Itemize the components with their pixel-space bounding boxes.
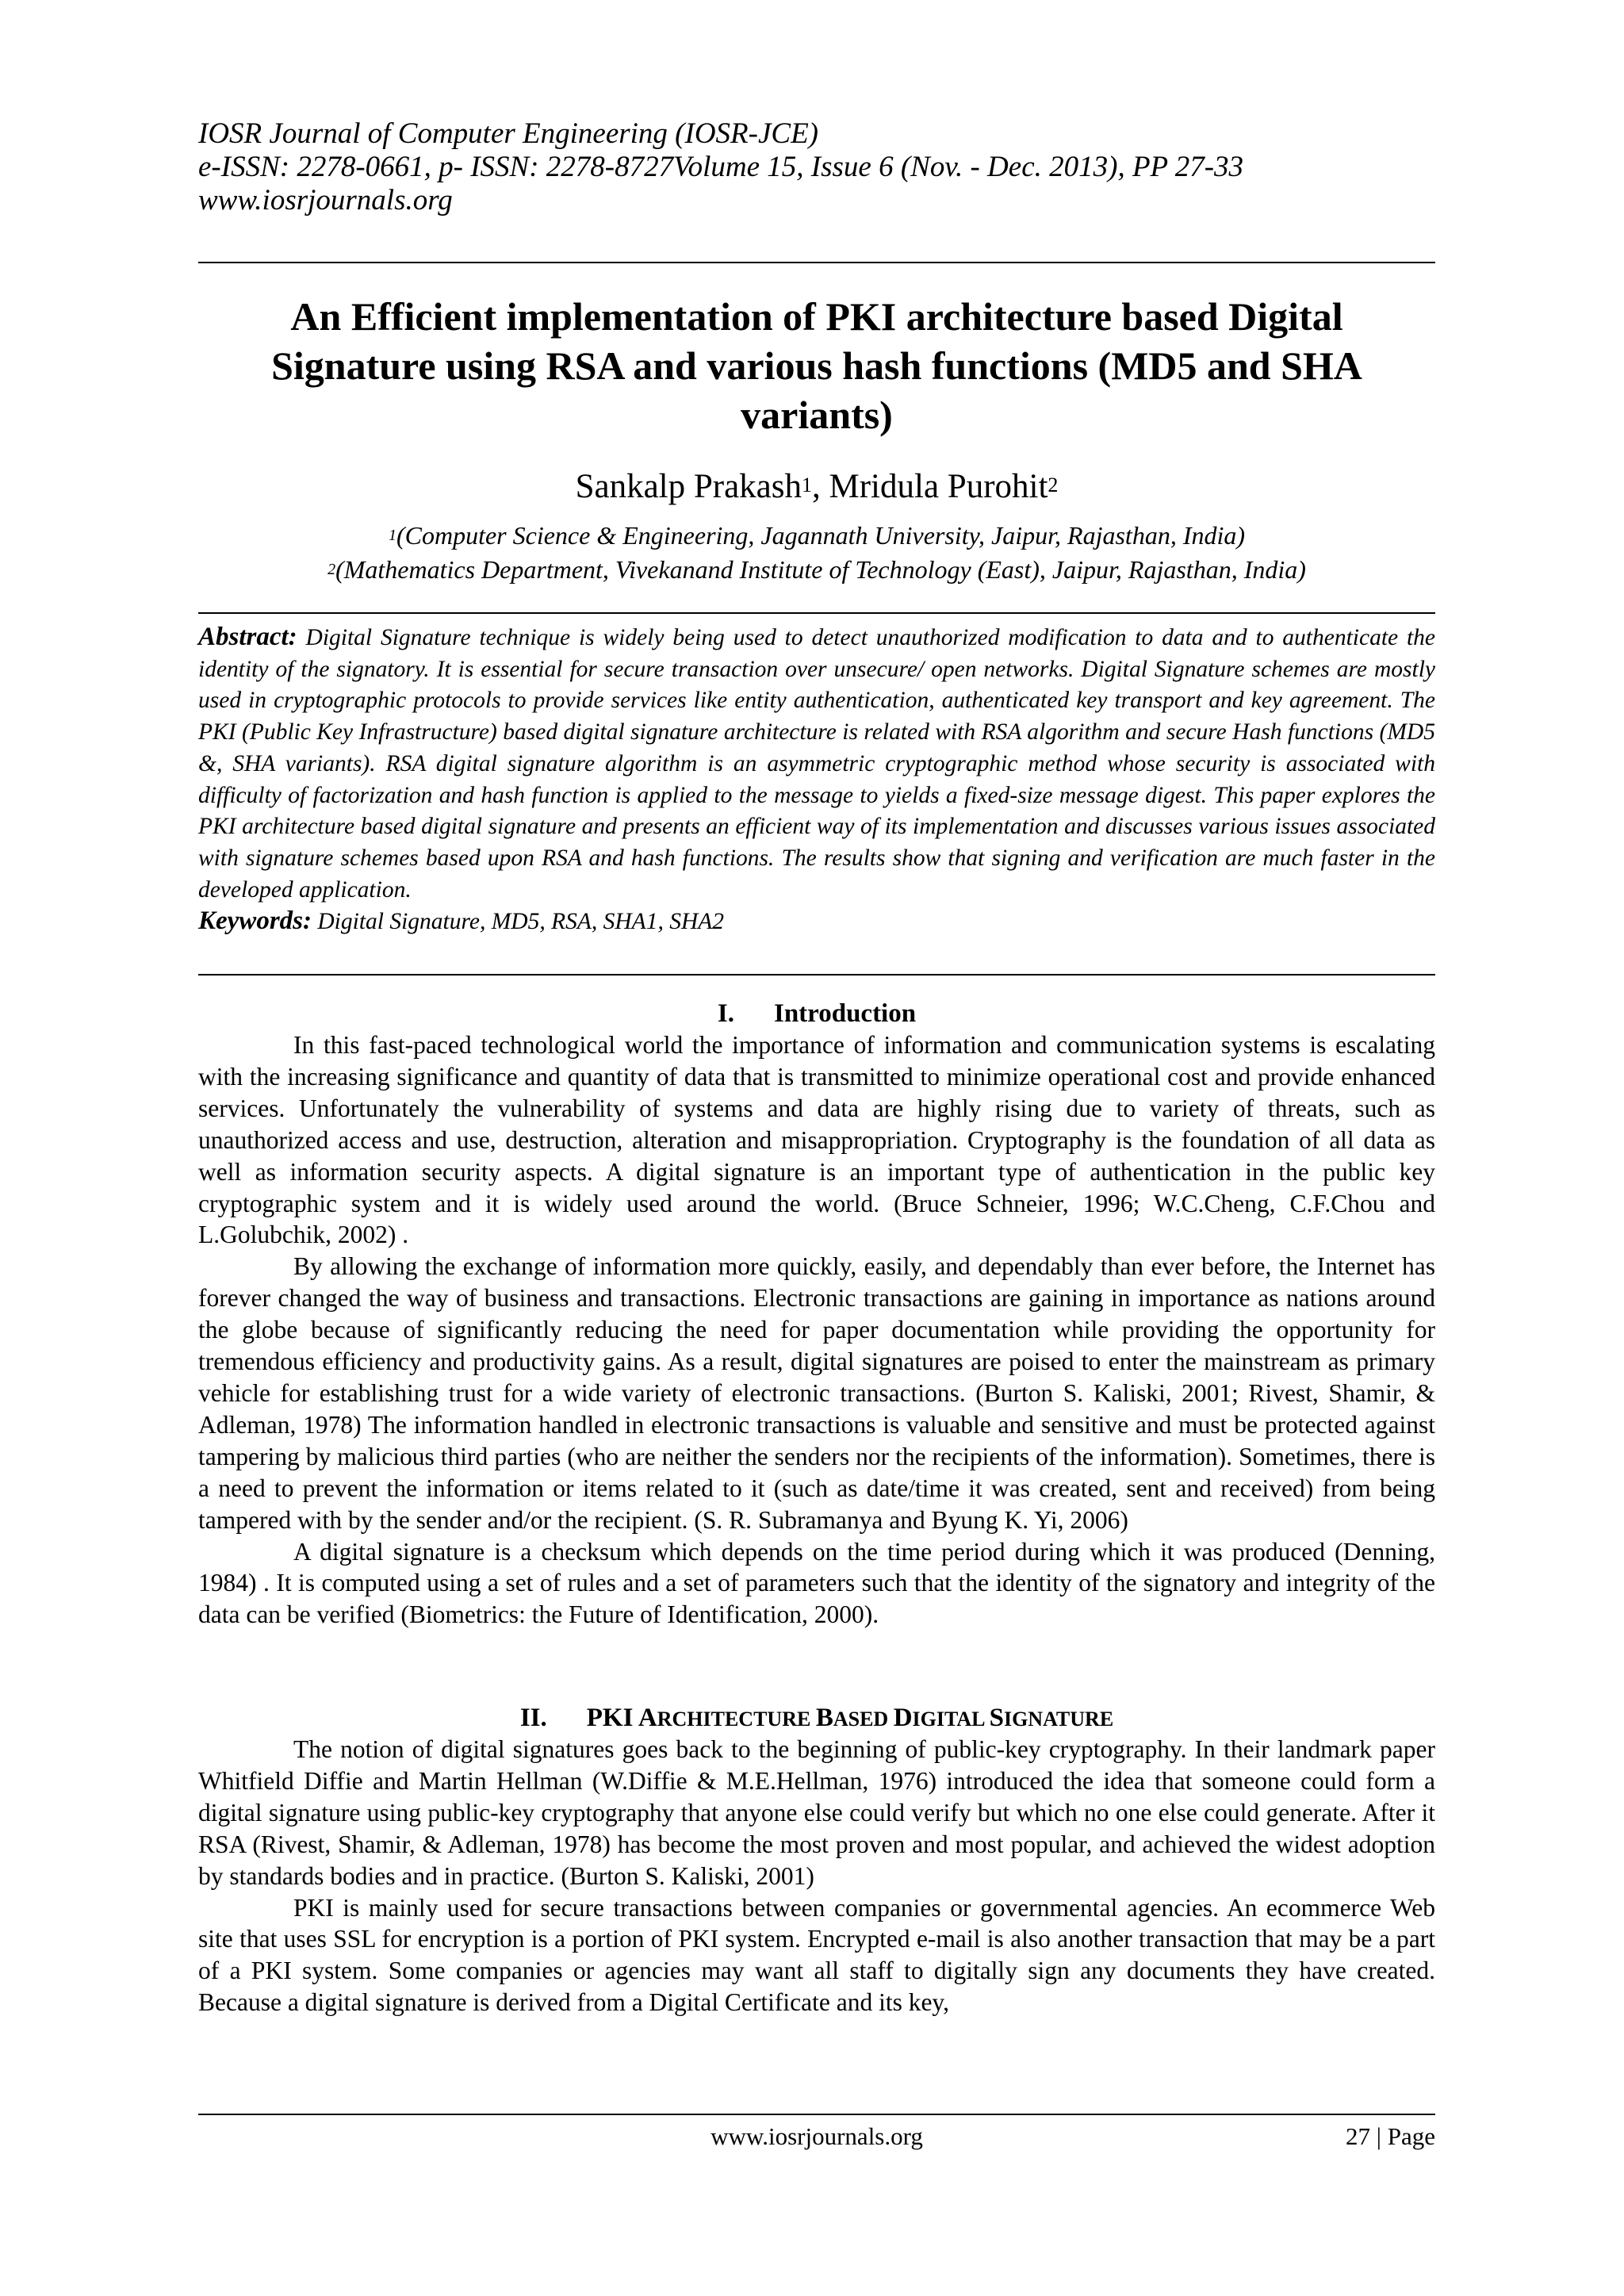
journal-website: www.iosrjournals.org [198,184,453,217]
author-list [198,468,1435,506]
section-2-title-part: ASED [833,1708,894,1731]
title-line-1: An Efficient implementation of PKI architecture based Digital [290,294,1343,339]
header-divider [198,262,1435,263]
journal-issn: e-ISSN: 2278-0661, p- ISSN: 2278-8727Volume 15, Issue 6 (Nov. - Dec. 2013), PP 27-33 [198,151,1244,183]
affiliation-1-marker: 1 [388,527,396,544]
keywords-line [198,906,1435,938]
section-2-title-part: B [815,1704,833,1732]
affiliation-2-text: (Mathematics Department, Vivekanand Institute of Technology (East), Jaipur, Rajasthan, India) [335,555,1306,584]
section-2-title [587,1704,1113,1732]
section-1-body [198,1029,1435,1631]
journal-name: IOSR Journal of Computer Engineering (IOSR-JCE) [198,117,818,150]
section-1-title: Introduction [773,999,917,1028]
affiliation-2 [198,553,1435,587]
section-2-paragraph-2: PKI is mainly used for secure transactions between companies or governmental agencies. An ecommerce Web site that uses SSL for encryption is a portion of PKI system. Encrypted e-mail is also another transaction that may be a part of a PKI system. Some companies or agencies may want all staff to digitally sign any documents they have created. Because a digital signature is derived from a Digital Certificate and its key, [198,1893,1435,2017]
section-2-paragraph-1: The notion of digital signatures goes back to the beginning of public-key cryptography. In their landmark paper Whitfield Diffie and Martin Hellman (W.Diffie & M.E.Hellman, 1976) introduced the idea that someone could form a digital signature using public-key cryptography that anyone else could verify but which no one else could generate. After it RSA (Rivest, Shamir, & Adleman, 1978) has become the most proven and most popular, and achieved the widest adoption by standards bodies and in practice. (Burton S. Kaliski, 2001) [198,1735,1435,1890]
keywords-label: Keywords: [198,907,312,936]
affiliation-1-text: (Computer Science & Engineering, Jagannath University, Jaipur, Rajasthan, India) [396,521,1246,550]
page-number: 27 | Page [1346,2122,1435,2150]
abstract-label: Abstract: [198,623,297,651]
section-2-number: II. [519,1704,547,1732]
section-1-number: I. [717,999,734,1028]
section-2-title-part: D [893,1704,913,1732]
affiliations [198,519,1435,587]
abstract-paragraph [198,622,1435,906]
section-1-paragraph-2: By allowing the exchange of information more quickly, easily, and dependably than ever before, the Internet has forever changed the way of business and transactions. Electronic transactions are gaining in importance as nations around the globe because of significantly reducing the need for paper documentation while providing the opportunity for tremendous efficiency and productivity gains. As a result, digital signatures are poised to enter the mainstream as primary vehicle for establishing trust for a wide variety of electronic transactions. (Burton S. Kaliski, 2001; Rivest, Shamir, & Adleman, 1978) The information handled in electronic transactions is valuable and sensitive and must be protected against tampering by malicious third parties (who are neither the senders nor the recipients of the information). Sometimes, there is a need to prevent the information or items related to it (such as date/time it was created, sent and received) from being tampered with by the sender and/or the recipient. (S. R. Subramanya and Byung K. Yi, 2006) [198,1252,1435,1534]
author-1-affil-marker: 1 [802,473,812,496]
footer-divider [198,2114,1435,2115]
abstract-text: Digital Signature technique is widely being used to detect unauthorized modification to data and to authenticate the identity of the signatory. It is essential for secure transaction over unsecure/ open networks. Digital Signature schemes are mostly used in cryptographic protocols to provide services like entity authentication, authenticated key transport and key agreement. The PKI (Public Key Infrastructure) based digital signature architecture is related with RSA algorithm and secure Hash functions (MD5 &, SHA variants). RSA digital signature algorithm is an asymmetric cryptographic method whose security is associated with difficulty of factorization and hash function is applied to the message to yields a fixed-size message digest. This paper explores the PKI architecture based digital signature and presents an efficient way of its implementation and discusses various issues associated with signature schemes based upon RSA and hash functions. The results show that signing and verification are much faster in the developed application. [198,625,1436,903]
title-line-2: Signature using RSA and various hash functions (MD5 and SHA [271,343,1362,388]
section-2-heading [198,1702,1435,1735]
section-2-title-part: IGNATURE [1003,1708,1114,1731]
author-separator: , [812,468,829,505]
author-1: Sankalp Prakash [575,468,802,505]
affiliation-1 [198,519,1435,553]
abstract-top-divider [198,612,1435,614]
paper-page [198,0,1435,2296]
section-2-body [198,1734,1435,2018]
title-line-3: variants) [741,393,893,437]
footer-website: www.iosrjournals.org [710,2122,923,2150]
section-2-title-part: S [989,1704,1004,1732]
abstract-block [198,622,1435,938]
author-2-affil-marker: 2 [1048,473,1059,496]
section-1-paragraph-3: A digital signature is a checksum which depends on the time period during which it was produced (Denning, 1984) . It is computed using a set of rules and a set of parameters such that the identity of the signatory and integrity of the data can be verified (Biometrics: the Future of Identification, 2000). [198,1537,1435,1629]
paper-title [198,292,1435,439]
affiliation-2-marker: 2 [327,561,336,578]
section-1-heading [198,998,1435,1029]
section-2-title-part: PKI [586,1704,638,1732]
section-2-title-part: RCHITECTURE [657,1708,816,1731]
author-2: Mridula Purohit [829,468,1048,505]
section-2-title-part: IGITAL [912,1708,990,1731]
section-1-paragraph-1: In this fast-paced technological world the importance of information and communication systems is escalating with the increasing significance and quantity of data that is transmitted to minimize operational cost and provide enhanced services. Unfortunately the vulnerability of systems and data are highly rising due to variety of threats, such as unauthorized access and use, destruction, alteration and misappropriation. Cryptography is the foundation of all data as well as information security aspects. A digital signature is an important type of authentication in the public key cryptographic system and it is widely used around the world. (Bruce Schneier, 1996; W.C.Cheng, C.F.Chou and L.Golubchik, 2002) . [198,1031,1435,1249]
section-2-title-part: A [638,1704,657,1732]
keywords-text: Digital Signature, MD5, RSA, SHA1, SHA2 [317,909,725,935]
abstract-bottom-divider [198,974,1435,976]
journal-header [198,117,1435,217]
